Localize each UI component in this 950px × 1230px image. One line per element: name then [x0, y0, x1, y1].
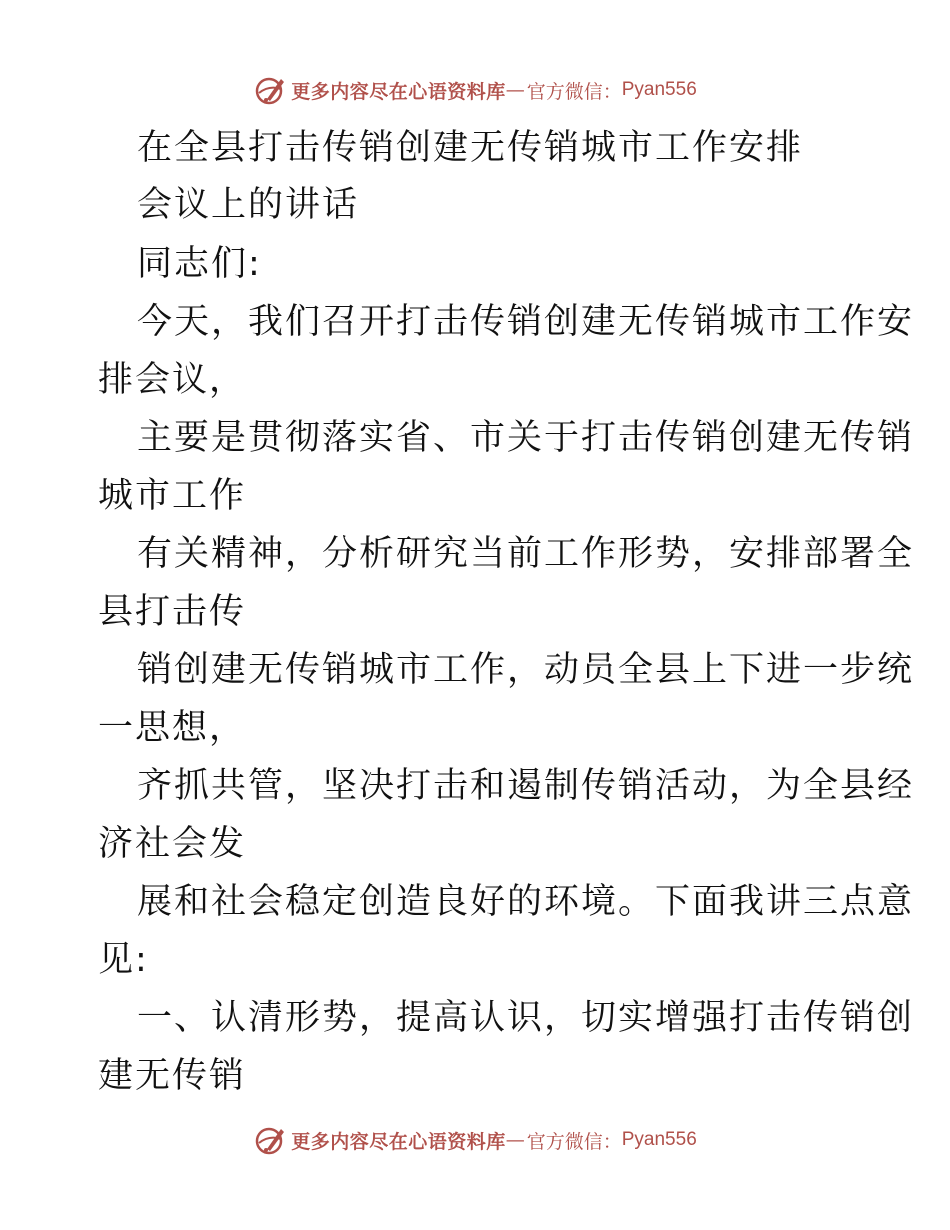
paragraph-line: 主要是贯彻落实省、市关于打击传销创建无传销: [137, 418, 915, 458]
title-line-1: 在全县打击传销创建无传销城市工作安排: [137, 128, 804, 168]
paragraph-line: 有关精神，分析研究当前工作形势，安排部署全: [137, 534, 915, 574]
banner-separator: —: [505, 79, 525, 101]
section-heading-line: 建无传销: [98, 1056, 247, 1096]
paragraph-line: 展和社会稳定创造良好的环境。下面我讲三点意: [137, 882, 915, 922]
paragraph-line: 县打击传: [98, 592, 247, 632]
footer-banner: [0, 1120, 950, 1160]
header-banner: [0, 70, 950, 110]
banner-separator: —: [505, 1129, 525, 1151]
banner-wechat-label: 官方微信：: [526, 80, 622, 103]
paragraph-line: 今天，我们召开打击传销创建无传销城市工作安: [137, 302, 915, 342]
salutation: 同志们:: [137, 244, 262, 284]
banner-wechat-id: Pyan556: [621, 1129, 697, 1150]
paragraph-line: 排会议，: [98, 360, 247, 400]
paragraph-line: 销创建无传销城市工作，动员全县上下进一步统: [137, 650, 915, 690]
paragraph-line: 一思想，: [98, 708, 247, 748]
paragraph-line: 城市工作: [98, 476, 247, 516]
banner-promo-text: 更多内容尽在心语资料库: [291, 80, 506, 103]
paragraph-line: 齐抓共管，坚决打击和遏制传销活动，为全县经: [137, 766, 915, 806]
section-heading-line: 一、认清形势，提高认识，切实增强打击传销创: [137, 998, 915, 1038]
banner-wechat-id: Pyan556: [621, 79, 697, 100]
banner-wechat-label: 官方微信：: [526, 1130, 622, 1153]
pen-globe-logo-icon: [253, 1123, 287, 1157]
paragraph-line: 济社会发: [98, 824, 247, 864]
title-line-2: 会议上的讲话: [137, 185, 360, 225]
paragraph-line: 见:: [98, 940, 149, 980]
banner-promo-text: 更多内容尽在心语资料库: [291, 1130, 506, 1153]
pen-globe-logo-icon: [253, 73, 287, 107]
